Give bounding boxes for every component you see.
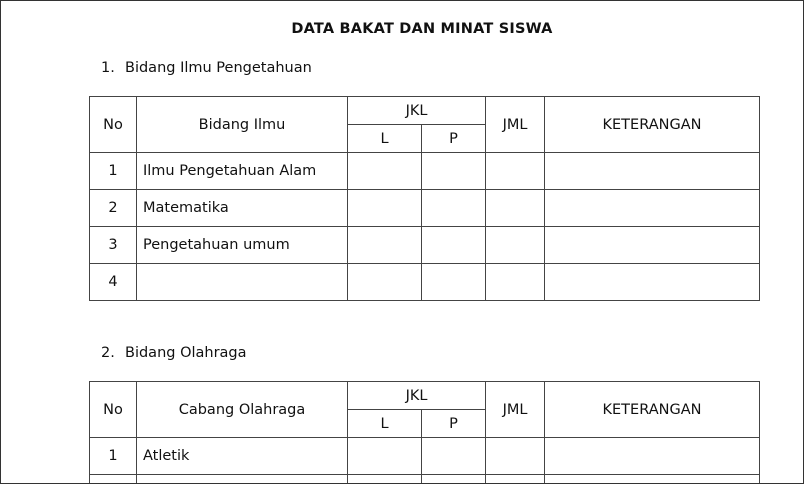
- cell-keterangan[interactable]: [545, 227, 760, 264]
- cell-p[interactable]: [422, 475, 486, 484]
- header-jml: JML: [486, 382, 545, 438]
- table-bidang-olahraga: [89, 381, 760, 484]
- cell-keterangan[interactable]: [545, 264, 760, 301]
- table-row: [90, 438, 760, 475]
- cell-no: 4: [90, 264, 137, 301]
- cell-l[interactable]: [348, 190, 422, 227]
- header-cabang-olahraga: Cabang Olahraga: [137, 382, 348, 438]
- header-l: L: [348, 410, 422, 438]
- cell-p[interactable]: [422, 153, 486, 190]
- cell-jml[interactable]: [486, 438, 545, 475]
- document-title: DATA BAKAT DAN MINAT SISWA: [291, 21, 553, 37]
- table-bidang-ilmu: [89, 96, 760, 301]
- header-p: P: [422, 125, 486, 153]
- section-heading-ilmu: [101, 60, 312, 76]
- cell-name: Atletik: [137, 438, 348, 475]
- table-row: [90, 475, 760, 484]
- cell-jml[interactable]: [486, 264, 545, 301]
- table-row: [90, 153, 760, 190]
- cell-jml[interactable]: [486, 153, 545, 190]
- cell-no: 1: [90, 438, 137, 475]
- cell-keterangan[interactable]: [545, 190, 760, 227]
- header-keterangan: KETERANGAN: [545, 97, 760, 153]
- table-row: [90, 264, 760, 301]
- header-jkl: JKL: [348, 382, 486, 410]
- cell-p[interactable]: [422, 438, 486, 475]
- cell-name[interactable]: [137, 264, 348, 301]
- cell-jml[interactable]: [486, 227, 545, 264]
- cell-name: Ilmu Pengetahuan Alam: [137, 153, 348, 190]
- cell-l[interactable]: [348, 264, 422, 301]
- cell-l[interactable]: [348, 475, 422, 484]
- section-number: 1.: [101, 60, 115, 76]
- cell-l[interactable]: [348, 153, 422, 190]
- header-no: No: [90, 382, 137, 438]
- section-heading-text: Bidang Ilmu Pengetahuan: [125, 60, 312, 76]
- header-jkl: JKL: [348, 97, 486, 125]
- section-heading-olahraga: [101, 345, 247, 361]
- section-heading-text: Bidang Olahraga: [125, 345, 247, 361]
- cell-jml[interactable]: [486, 190, 545, 227]
- cell-l[interactable]: [348, 438, 422, 475]
- header-p: P: [422, 410, 486, 438]
- cell-keterangan[interactable]: [545, 438, 760, 475]
- cell-jml[interactable]: [486, 475, 545, 484]
- table-row: [90, 227, 760, 264]
- cell-l[interactable]: [348, 227, 422, 264]
- header-no: No: [90, 97, 137, 153]
- cell-p[interactable]: [422, 227, 486, 264]
- cell-no: [90, 475, 137, 484]
- cell-name: Pengetahuan umum: [137, 227, 348, 264]
- cell-keterangan[interactable]: [545, 153, 760, 190]
- table-row: [90, 190, 760, 227]
- cell-keterangan[interactable]: [545, 475, 760, 484]
- section-number: 2.: [101, 345, 115, 361]
- header-bidang-ilmu: Bidang Ilmu: [137, 97, 348, 153]
- cell-no: 2: [90, 190, 137, 227]
- header-jml: JML: [486, 97, 545, 153]
- cell-no: 1: [90, 153, 137, 190]
- cell-p[interactable]: [422, 190, 486, 227]
- header-l: L: [348, 125, 422, 153]
- cell-no: 3: [90, 227, 137, 264]
- header-keterangan: KETERANGAN: [545, 382, 760, 438]
- cell-name[interactable]: [137, 475, 348, 484]
- cell-p[interactable]: [422, 264, 486, 301]
- cell-name: Matematika: [137, 190, 348, 227]
